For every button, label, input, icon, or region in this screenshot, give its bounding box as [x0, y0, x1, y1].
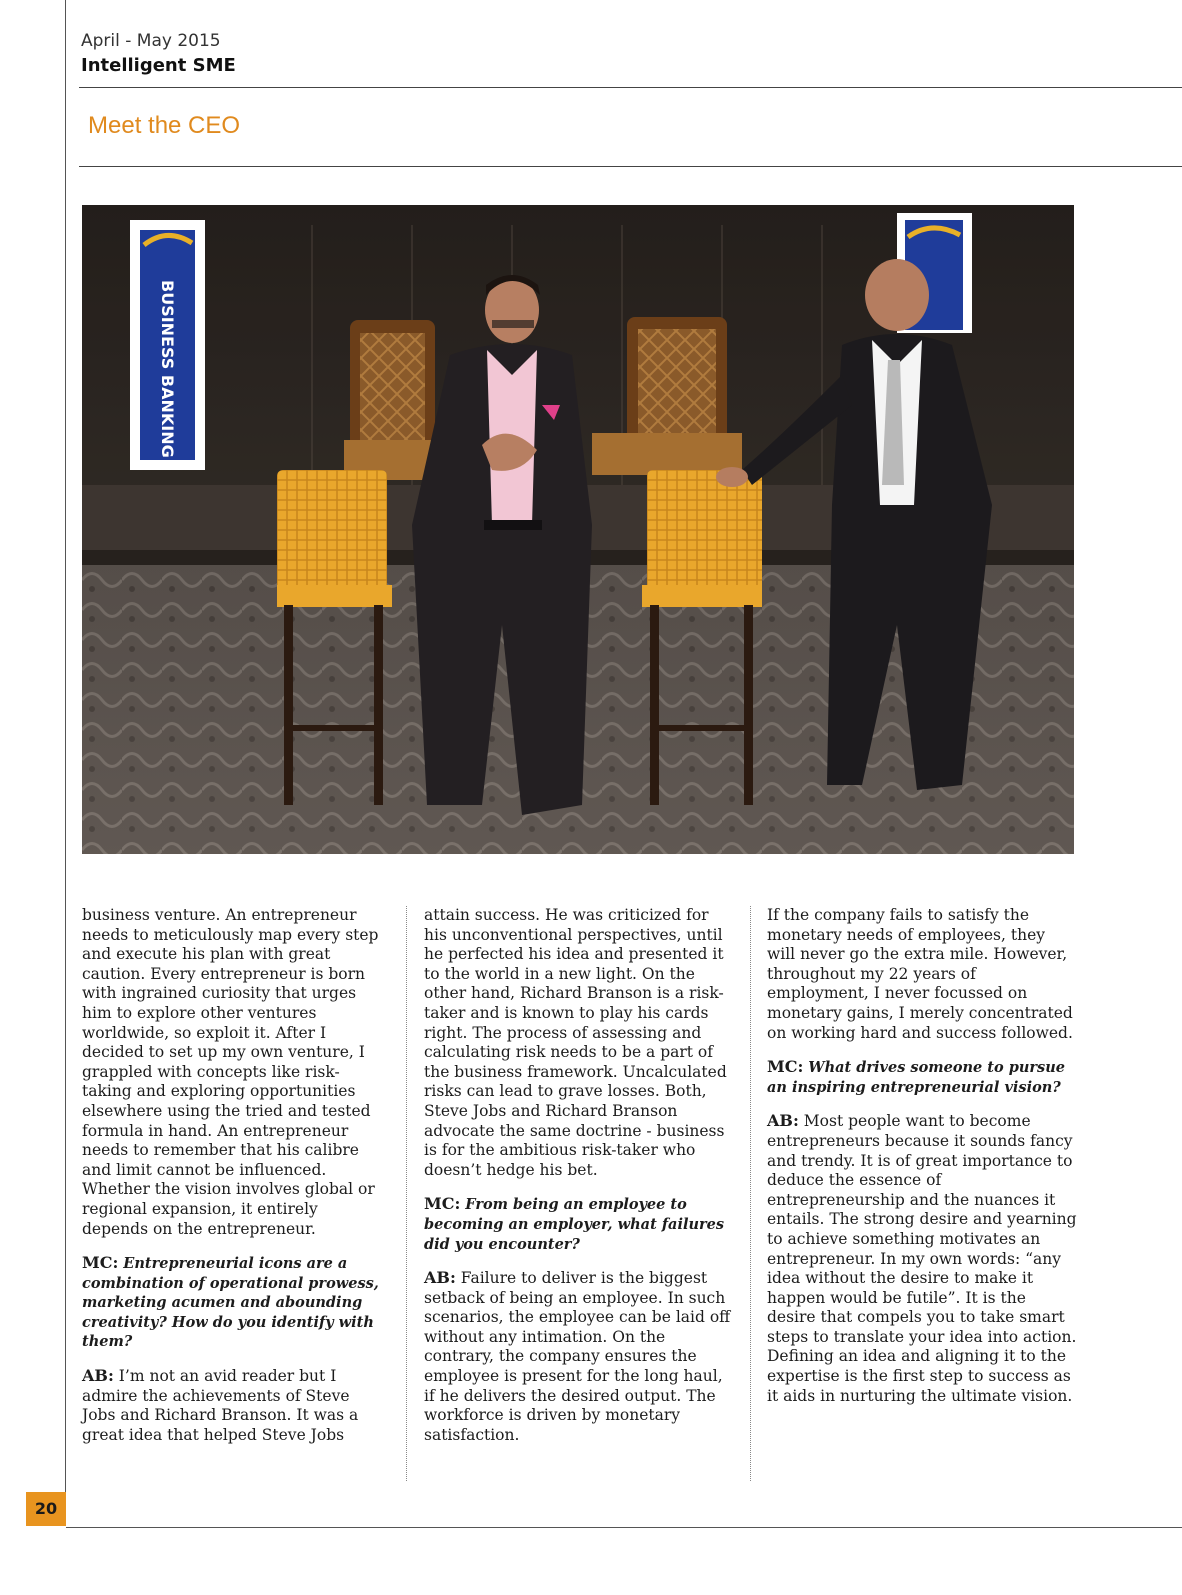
question-text: From being an employee to becoming an employer, what failures did you encounter? [424, 1196, 725, 1253]
answer-text: Most people want to become entrepreneurs because it sounds fancy and trendy. It is of great importance to deduce the essence of entrepreneurship and the nuances it entails. The strong desire and yearning to achieve something motivates an entrepreneur. In my own words: “any idea without the desire to make it happen would be futile”. It is the desire that compels you to take smart steps to translate your idea into action. Defining an idea and aligning it to the expertise is the first step to success as it aids in nurturing the ultimate vision. [767, 1112, 1077, 1405]
article-column-1 [82, 906, 387, 1459]
footer-rule [66, 1527, 1182, 1528]
publication-name: Intelligent SME [81, 55, 236, 76]
left-margin-rule [65, 0, 66, 1520]
answer [82, 1366, 387, 1445]
column-divider-1 [406, 906, 407, 1481]
article-column-3 [767, 906, 1077, 1420]
section-title: Meet the CEO [88, 112, 241, 139]
paragraph: attain success. He was criticized for his unconventional perspectives, until he perfected his idea and presented it to the world in a new light. On the other hand, Richard Branson is a risk-taker and is known to play his cards right. The process of assessing and calculating risk needs to be a part of the business framework. Uncalculated risks can lead to grave losses. Both, Steve Jobs and Richard Branson advocate the same doctrine - business is for the ambitious risk-taker who doesn’t hedge his bet. [424, 906, 727, 1179]
question [424, 1194, 732, 1254]
header-rule [79, 87, 1182, 88]
answer [424, 1268, 732, 1445]
interviewer-tag: MC: [82, 1253, 119, 1273]
article-photo [82, 205, 1074, 854]
answer [767, 1111, 1077, 1406]
answer-text: Failure to deliver is the biggest setback of being an employee. In such scenarios, the employee can be laid off without any intimation. On the contrary, the company ensures the employee is present for the long haul, if he delivers the desired output. The workforce is driven by monetary satisfaction. [424, 1269, 731, 1444]
question-text: Entrepreneurial icons are a combination of operational prowess, marketing acumen and abounding creativity? How do you identify with them? [82, 1255, 379, 1351]
interviewer-tag: MC: [767, 1057, 804, 1077]
business-banking-banner [130, 220, 205, 470]
article-column-2 [424, 906, 732, 1459]
respondent-tag: AB: [424, 1268, 456, 1288]
question [767, 1057, 1077, 1097]
banner-left-text: BUSINESS BANKING [158, 280, 177, 458]
issue-date: April - May 2015 [81, 31, 221, 51]
page-number: 20 [34, 1499, 58, 1518]
answer-text: I’m not an avid reader but I admire the achievements of Steve Jobs and Richard Branson. It was a great idea that helped Steve Jobs [82, 1367, 359, 1444]
section-rule [79, 166, 1182, 167]
respondent-tag: AB: [767, 1111, 799, 1131]
page-number-box [26, 1492, 66, 1526]
stage-photo-illustration [82, 205, 1074, 854]
question-text: What drives someone to pursue an inspiring entrepreneurial vision? [767, 1059, 1065, 1096]
column-divider-2 [750, 906, 751, 1481]
paragraph: business venture. An entrepreneur needs to meticulously map every step and execute his plan with great caution. Every entrepreneur is born with ingrained curiosity that urges him to explore other ventures worldwide, so exploit it. After I decided to set up my own venture, I grappled with concepts like risk-taking and exploring opportunities elsewhere using the tried and tested formula in hand. An entrepreneur needs to remember that his calibre and limit cannot be influenced. Whether the vision involves global or regional expansion, it entirely depends on the entrepreneur. [82, 906, 379, 1238]
respondent-tag: AB: [82, 1366, 114, 1386]
interviewer-tag: MC: [424, 1194, 461, 1214]
question [82, 1253, 387, 1352]
paragraph: If the company fails to satisfy the monetary needs of employees, they will never go the extra mile. However, throughout my 22 years of employment, I never focussed on monetary gains, I merely concentrated on working hard and success followed. [767, 906, 1073, 1042]
